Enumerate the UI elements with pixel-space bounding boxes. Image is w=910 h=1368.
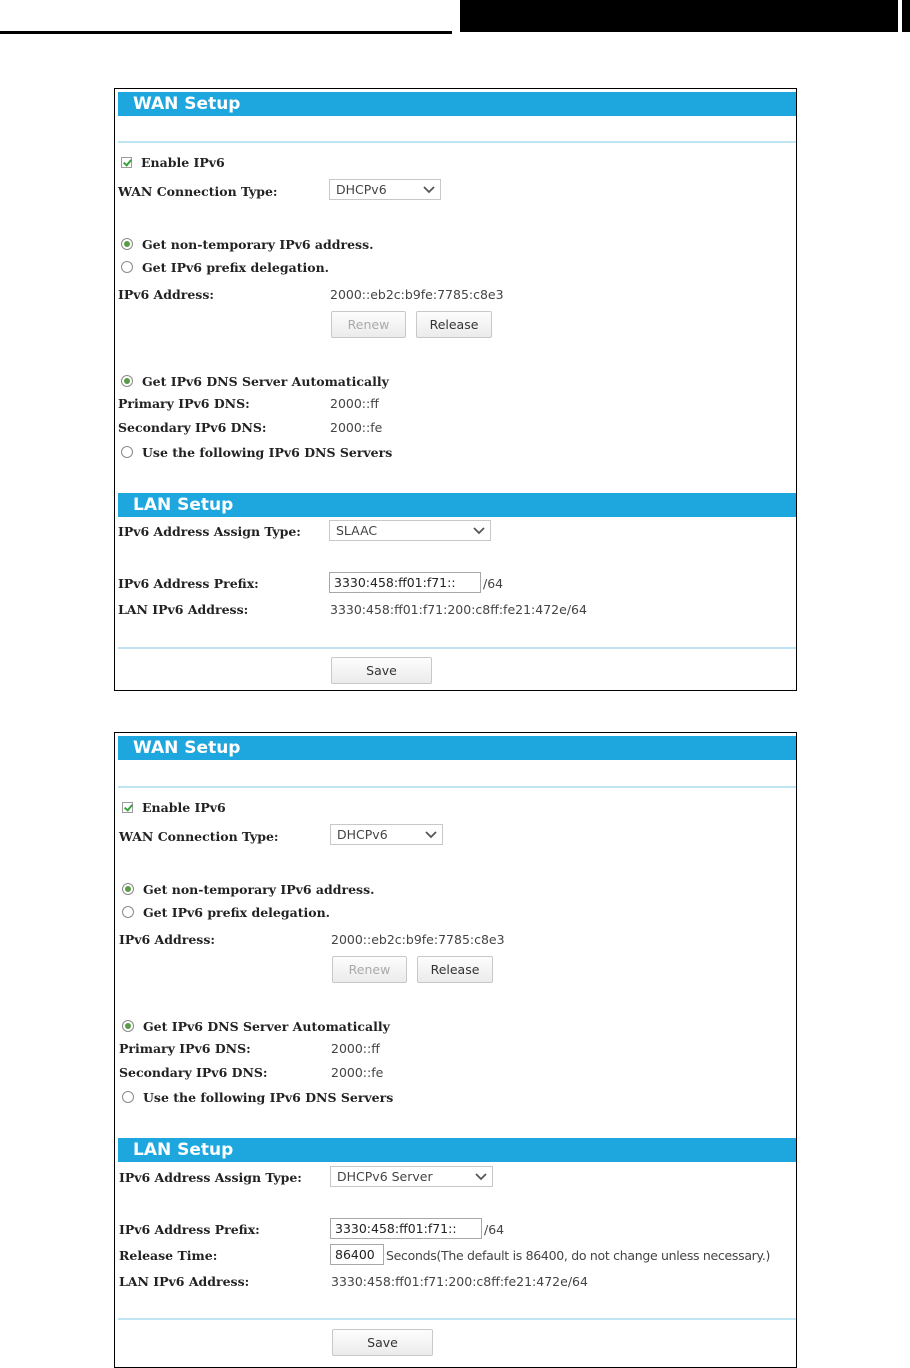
radio-dns-manual[interactable] [122, 1091, 134, 1103]
primary-dns-label: Primary IPv6 DNS: [119, 1041, 251, 1056]
wan-connection-type-select[interactable] [330, 824, 443, 845]
release-time-label: Release Time: [119, 1248, 218, 1263]
chevron-down-icon [473, 1169, 489, 1184]
opt-dns-manual-label: Use the following IPv6 DNS Servers [142, 445, 393, 460]
renew-button[interactable]: Renew [332, 956, 407, 983]
ipv6-address-label: IPv6 Address: [118, 287, 214, 302]
secondary-dns-value: 2000::fe [331, 1065, 384, 1080]
wan-setup-header: WAN Setup [118, 736, 796, 760]
opt-non-temporary-label: Get non-temporary IPv6 address. [142, 237, 374, 252]
ipv6-address-label: IPv6 Address: [119, 932, 215, 947]
assign-type-value: DHCPv6 Server [337, 1169, 433, 1184]
assign-type-select[interactable] [329, 520, 491, 541]
page-header-rule [0, 0, 452, 34]
lan-ipv6-value: 3330:458:ff01:f71:200:c8ff:fe21:472e/64 [331, 1274, 588, 1289]
renew-button[interactable]: Renew [331, 311, 406, 338]
lan-ipv6-label: LAN IPv6 Address: [118, 602, 249, 617]
release-button[interactable]: Release [417, 956, 493, 983]
prefix-suffix: /64 [483, 576, 504, 591]
release-time-note: Seconds(The default is 86400, do not change unless necessary.) [386, 1248, 771, 1263]
primary-dns-value: 2000::ff [331, 1041, 380, 1056]
separator [118, 141, 796, 143]
opt-prefix-delegation-label: Get IPv6 prefix delegation. [143, 905, 331, 920]
prefix-input[interactable]: 3330:458:ff01:f71:: [330, 1218, 482, 1239]
secondary-dns-label: Secondary IPv6 DNS: [118, 420, 267, 435]
lan-setup-header: LAN Setup [118, 493, 796, 517]
opt-dns-auto-label: Get IPv6 DNS Server Automatically [143, 1019, 390, 1034]
separator [118, 786, 796, 788]
ipv6-panel-slaac [114, 88, 797, 691]
lan-ipv6-label: LAN IPv6 Address: [119, 1274, 250, 1289]
wan-connection-type-select[interactable] [329, 179, 441, 200]
opt-non-temporary-label: Get non-temporary IPv6 address. [143, 882, 375, 897]
secondary-dns-value: 2000::fe [330, 420, 383, 435]
release-button[interactable]: Release [416, 311, 492, 338]
page-header-bar [456, 0, 910, 32]
secondary-dns-label: Secondary IPv6 DNS: [119, 1065, 268, 1080]
chevron-down-icon [421, 182, 437, 197]
separator [118, 647, 796, 649]
radio-non-temporary[interactable] [121, 238, 133, 250]
prefix-suffix: /64 [484, 1222, 505, 1237]
lan-ipv6-value: 3330:458:ff01:f71:200:c8ff:fe21:472e/64 [330, 602, 587, 617]
radio-dns-auto[interactable] [121, 375, 133, 387]
wan-connection-type-label: WAN Connection Type: [118, 184, 278, 199]
assign-type-label: IPv6 Address Assign Type: [119, 1170, 302, 1185]
radio-non-temporary[interactable] [122, 883, 134, 895]
ipv6-address-value: 2000::eb2c:b9fe:7785:c8e3 [330, 287, 504, 302]
ipv6-panel-dhcpv6-server [114, 732, 797, 1368]
prefix-label: IPv6 Address Prefix: [119, 1222, 260, 1237]
assign-type-select[interactable] [330, 1166, 493, 1187]
release-time-input[interactable]: 86400 [330, 1244, 384, 1265]
enable-ipv6-checkbox[interactable] [121, 157, 132, 168]
save-button[interactable]: Save [332, 1329, 433, 1356]
prefix-input[interactable]: 3330:458:ff01:f71:: [329, 572, 481, 593]
chevron-down-icon [471, 523, 487, 538]
opt-prefix-delegation-label: Get IPv6 prefix delegation. [142, 260, 330, 275]
wan-connection-type-label: WAN Connection Type: [119, 829, 279, 844]
primary-dns-value: 2000::ff [330, 396, 379, 411]
ipv6-address-value: 2000::eb2c:b9fe:7785:c8e3 [331, 932, 505, 947]
radio-dns-manual[interactable] [121, 446, 133, 458]
assign-type-label: IPv6 Address Assign Type: [118, 524, 301, 539]
radio-prefix-delegation[interactable] [121, 261, 133, 273]
enable-ipv6-checkbox[interactable] [122, 802, 133, 813]
enable-ipv6-label: Enable IPv6 [142, 800, 226, 815]
lan-setup-header: LAN Setup [118, 1138, 796, 1162]
separator [118, 1318, 796, 1320]
chevron-down-icon [423, 827, 439, 842]
radio-dns-auto[interactable] [122, 1020, 134, 1032]
wan-connection-type-value: DHCPv6 [336, 182, 387, 197]
save-button[interactable]: Save [331, 657, 432, 684]
opt-dns-auto-label: Get IPv6 DNS Server Automatically [142, 374, 389, 389]
opt-dns-manual-label: Use the following IPv6 DNS Servers [143, 1090, 394, 1105]
assign-type-value: SLAAC [336, 523, 378, 538]
enable-ipv6-label: Enable IPv6 [141, 155, 225, 170]
prefix-label: IPv6 Address Prefix: [118, 576, 259, 591]
wan-setup-header: WAN Setup [118, 92, 796, 116]
primary-dns-label: Primary IPv6 DNS: [118, 396, 250, 411]
wan-connection-type-value: DHCPv6 [337, 827, 388, 842]
radio-prefix-delegation[interactable] [122, 906, 134, 918]
